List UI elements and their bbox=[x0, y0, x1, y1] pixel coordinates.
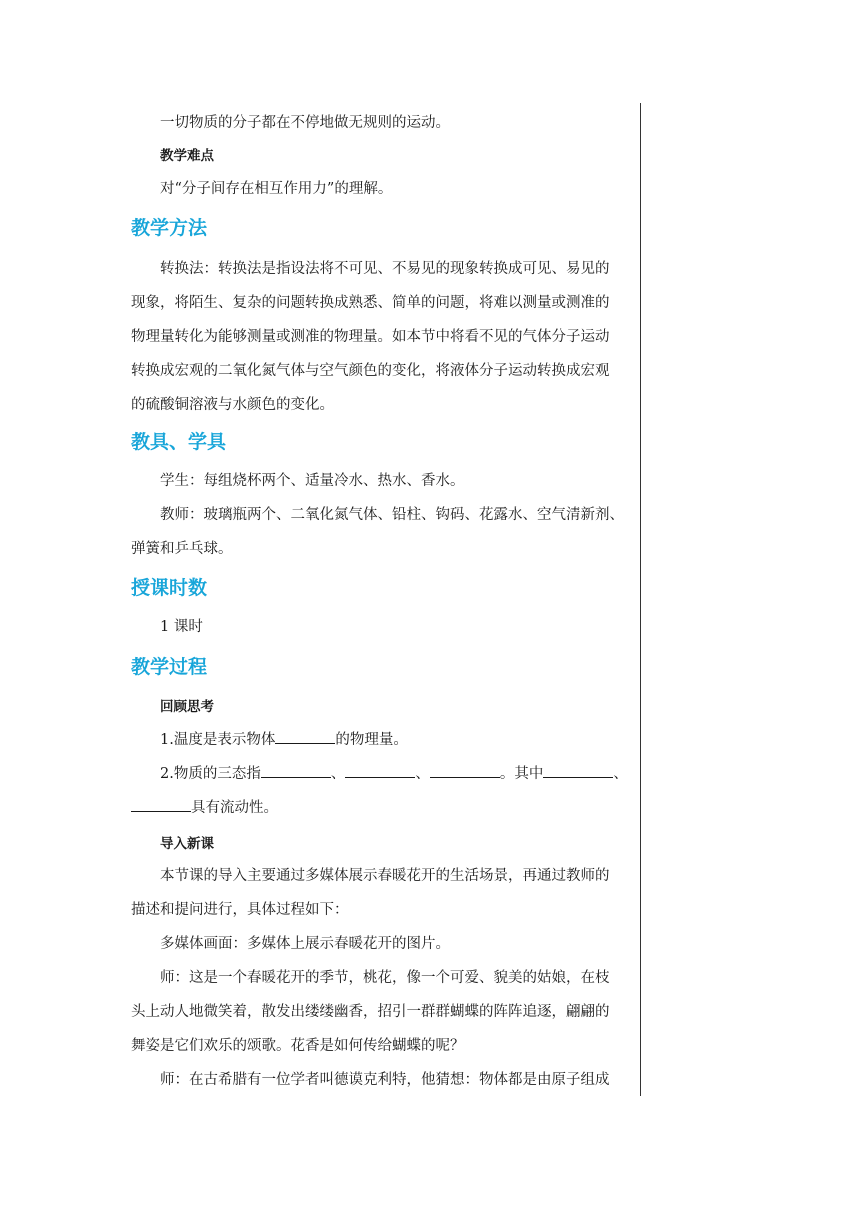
process-heading: 教学过程 bbox=[131, 656, 208, 678]
answer-blank[interactable] bbox=[543, 763, 613, 778]
question-text: 具有流动性。 bbox=[191, 800, 278, 816]
right-margin-rule bbox=[640, 103, 641, 1096]
answer-blank[interactable] bbox=[275, 729, 335, 744]
answer-blank[interactable] bbox=[345, 763, 415, 778]
intro-paragraphs bbox=[131, 859, 637, 1097]
intro-line: 本节课的导入主要通过多媒体展示春暖花开的生活场景，再通过教师的 bbox=[160, 868, 610, 884]
tools-teacher-line: 教师：玻璃瓶两个、二氧化氮气体、铅柱、钩码、花露水、空气清新剂、 bbox=[160, 507, 624, 523]
method-line: 现象，将陌生、复杂的问题转换成熟悉、简单的问题，将难以测量或测准的 bbox=[131, 295, 610, 311]
intro-line: 舞姿是它们欢乐的颂歌。花香是如何传给蝴蝶的呢？ bbox=[131, 1038, 465, 1054]
separator: 、 bbox=[330, 766, 346, 782]
tools-teacher-paragraph bbox=[131, 498, 637, 566]
hours-heading: 授课时数 bbox=[131, 577, 208, 599]
intro-line: 师：这是一个春暖花开的季节，桃花，像一个可爱、貌美的姑娘，在枝 bbox=[160, 970, 610, 986]
method-line: 物理量转化为能够测量或测准的物理量。如本节中将看不见的气体分子运动 bbox=[131, 329, 610, 345]
answer-blank[interactable] bbox=[261, 763, 331, 778]
intro-line: 多媒体画面：多媒体上展示春暖花开的图片。 bbox=[160, 936, 450, 952]
intro-line: 头上动人地微笑着，散发出缕缕幽香，招引一群群蝴蝶的阵阵追逐，翩翩的 bbox=[131, 1004, 610, 1020]
review-question-1 bbox=[131, 723, 637, 757]
intro-line: 描述和提问进行，具体过程如下： bbox=[131, 902, 349, 918]
answer-blank[interactable] bbox=[430, 763, 500, 778]
tools-heading: 教具、学具 bbox=[131, 431, 227, 453]
tools-teacher-line: 弹簧和乒乓球。 bbox=[131, 541, 233, 557]
tools-student-text: 学生：每组烧杯两个、适量冷水、热水、香水。 bbox=[160, 473, 465, 489]
question-text: 2.物质的三态指 bbox=[160, 766, 261, 782]
intro-heading: 导入新课 bbox=[160, 836, 214, 852]
method-heading: 教学方法 bbox=[131, 217, 208, 239]
method-line: 转换成宏观的二氧化氮气体与空气颜色的变化，将液体分子运动转换成宏观 bbox=[131, 363, 610, 379]
question-text: 。其中 bbox=[499, 766, 544, 782]
method-line: 的硫酸铜溶液与水颜色的变化。 bbox=[131, 397, 334, 413]
method-paragraph bbox=[131, 252, 637, 422]
review-question-2 bbox=[131, 757, 637, 825]
answer-blank[interactable] bbox=[131, 797, 191, 812]
review-heading: 回顾思考 bbox=[160, 699, 214, 715]
separator: 、 bbox=[415, 766, 430, 782]
key-point-text: 一切物质的分子都在不停地做无规则的运动。 bbox=[160, 115, 450, 131]
question-text: 1.温度是表示物体 bbox=[160, 732, 276, 748]
separator: 、 bbox=[613, 766, 628, 782]
method-line: 转换法：转换法是指设法将不可见、不易见的现象转换成可见、易见的 bbox=[160, 261, 610, 277]
question-text: 的物理量。 bbox=[335, 732, 408, 748]
intro-line: 师：在古希腊有一位学者叫德谟克利特，他猜想：物体都是由原子组成 bbox=[160, 1072, 610, 1088]
difficulty-heading: 教学难点 bbox=[160, 148, 214, 164]
difficulty-text: 对“分子间存在相互作用力”的理解。 bbox=[160, 181, 393, 197]
hours-text: 1 课时 bbox=[160, 619, 203, 635]
